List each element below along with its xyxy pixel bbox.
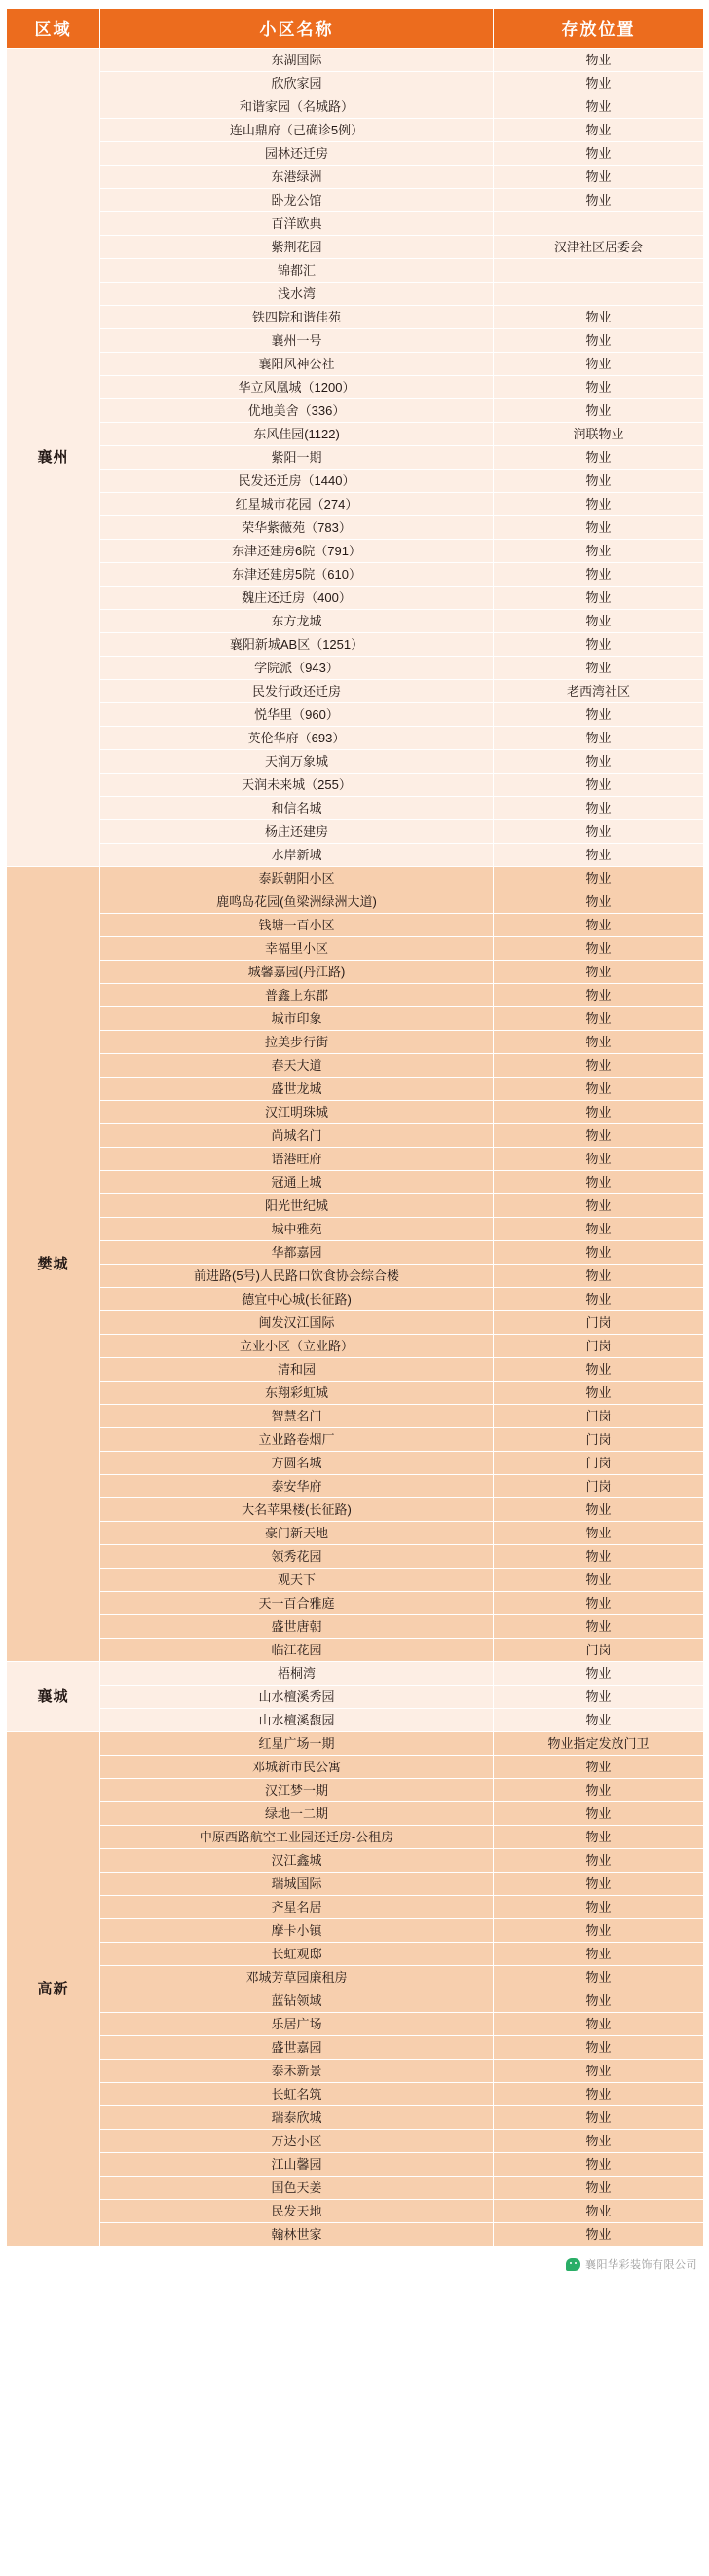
table-row [7, 353, 704, 376]
community-name-cell: 泰安华府 [100, 1475, 494, 1498]
table-row [7, 1592, 704, 1615]
community-name-cell: 绿地一二期 [100, 1802, 494, 1826]
table-row [7, 1966, 704, 1989]
table-row [7, 657, 704, 680]
storage-location-cell: 物业 [494, 1382, 704, 1405]
table-row [7, 1078, 704, 1101]
storage-location-cell: 物业 [494, 1686, 704, 1709]
table-row [7, 1194, 704, 1218]
storage-location-cell: 物业 [494, 1802, 704, 1826]
community-name-cell: 华立风凰城（1200） [100, 376, 494, 399]
table-row [7, 1265, 704, 1288]
table-row [7, 2130, 704, 2153]
table-row [7, 1686, 704, 1709]
community-name-cell: 水岸新城 [100, 844, 494, 867]
table-row [7, 2200, 704, 2223]
storage-location-cell: 物业 [494, 1896, 704, 1919]
storage-location-cell: 物业 [494, 1569, 704, 1592]
community-name-cell: 前进路(5号)人民路口饮食协会综合楼 [100, 1265, 494, 1288]
table-row [7, 1896, 704, 1919]
community-name-cell: 长虹名筑 [100, 2083, 494, 2106]
community-name-cell: 东方龙城 [100, 610, 494, 633]
community-name-cell: 盛世嘉园 [100, 2036, 494, 2060]
community-name-cell: 闽发汉江国际 [100, 1311, 494, 1335]
table-row [7, 1311, 704, 1335]
storage-location-cell: 物业 [494, 2177, 704, 2200]
storage-location-cell: 物业 [494, 797, 704, 820]
table-row [7, 329, 704, 353]
storage-location-cell: 物业 [494, 2013, 704, 2036]
community-name-cell: 中原西路航空工业园还迁房-公租房 [100, 1826, 494, 1849]
table-row [7, 1148, 704, 1171]
table-row [7, 119, 704, 142]
storage-location-cell: 物业 [494, 2036, 704, 2060]
table-row [7, 283, 704, 306]
storage-location-cell: 物业 [494, 1709, 704, 1732]
storage-location-cell [494, 212, 704, 236]
community-name-cell: 泰跃朝阳小区 [100, 867, 494, 890]
storage-location-cell: 物业 [494, 1148, 704, 1171]
table-row [7, 1335, 704, 1358]
storage-location-cell: 物业 [494, 1265, 704, 1288]
community-name-cell: 盛世龙城 [100, 1078, 494, 1101]
storage-location-cell: 物业 [494, 399, 704, 423]
community-name-cell: 华都嘉园 [100, 1241, 494, 1265]
table-row [7, 1428, 704, 1452]
community-name-cell: 瑞城国际 [100, 1873, 494, 1896]
storage-location-cell [494, 259, 704, 283]
community-name-cell: 和谐家园（名城路） [100, 95, 494, 119]
community-table [6, 8, 704, 2247]
header-row [7, 9, 704, 49]
storage-location-cell: 物业 [494, 2060, 704, 2083]
community-name-cell: 铁四院和谐佳苑 [100, 306, 494, 329]
storage-location-cell: 物业 [494, 1358, 704, 1382]
storage-location-cell: 物业 [494, 1919, 704, 1943]
community-name-cell: 城馨嘉园(丹江路) [100, 961, 494, 984]
table-row [7, 1358, 704, 1382]
storage-location-cell: 物业 [494, 1171, 704, 1194]
community-name-cell: 蓝钻领域 [100, 1989, 494, 2013]
table-row [7, 774, 704, 797]
storage-location-cell: 物业 [494, 844, 704, 867]
table-row [7, 1288, 704, 1311]
community-name-cell: 城市印象 [100, 1007, 494, 1031]
storage-location-cell: 润联物业 [494, 423, 704, 446]
storage-location-cell: 物业 [494, 1662, 704, 1686]
community-name-cell: 英伦华府（693） [100, 727, 494, 750]
storage-location-cell: 物业 [494, 376, 704, 399]
storage-location-cell: 物业 [494, 774, 704, 797]
storage-location-cell: 门岗 [494, 1452, 704, 1475]
table-header [7, 9, 704, 49]
community-name-cell: 观天下 [100, 1569, 494, 1592]
storage-location-cell: 物业 [494, 2223, 704, 2247]
table-row [7, 2060, 704, 2083]
storage-location-cell: 物业 [494, 727, 704, 750]
table-row [7, 1031, 704, 1054]
storage-location-cell: 物业 [494, 1545, 704, 1569]
storage-location-cell: 物业 [494, 1054, 704, 1078]
storage-location-cell: 物业 [494, 1779, 704, 1802]
community-name-cell: 语港旺府 [100, 1148, 494, 1171]
wechat-icon [566, 2258, 580, 2271]
storage-location-cell: 物业 [494, 446, 704, 470]
community-name-cell: 方圆名城 [100, 1452, 494, 1475]
storage-location-cell: 物业 [494, 1826, 704, 1849]
table-row [7, 1054, 704, 1078]
community-name-cell: 东津还建房6院（791） [100, 540, 494, 563]
table-row [7, 1919, 704, 1943]
storage-location-cell: 门岗 [494, 1335, 704, 1358]
storage-location-cell: 物业 [494, 306, 704, 329]
table-row [7, 1569, 704, 1592]
table-row [7, 1639, 704, 1662]
storage-location-cell: 物业 [494, 2200, 704, 2223]
storage-location-cell: 物业 [494, 493, 704, 516]
community-name-cell: 大名苹果楼(长征路) [100, 1498, 494, 1522]
table-row [7, 703, 704, 727]
storage-location-cell: 物业 [494, 2130, 704, 2153]
table-row [7, 446, 704, 470]
table-row [7, 236, 704, 259]
table-row [7, 1218, 704, 1241]
storage-location-cell: 物业 [494, 540, 704, 563]
table-row [7, 563, 704, 587]
table-row [7, 1101, 704, 1124]
community-name-cell: 紫阳一期 [100, 446, 494, 470]
community-name-cell: 立业路卷烟厂 [100, 1428, 494, 1452]
storage-location-cell: 物业 [494, 867, 704, 890]
community-name-cell: 红星广场一期 [100, 1732, 494, 1756]
table-row [7, 1545, 704, 1569]
table-row [7, 680, 704, 703]
community-name-cell: 豪门新天地 [100, 1522, 494, 1545]
table-row [7, 2106, 704, 2130]
community-name-cell: 乐居广场 [100, 2013, 494, 2036]
table-row [7, 820, 704, 844]
community-name-cell: 天润万象城 [100, 750, 494, 774]
community-name-cell: 锦都汇 [100, 259, 494, 283]
storage-location-cell: 物业 [494, 1078, 704, 1101]
storage-location-cell: 物业 [494, 470, 704, 493]
community-name-cell: 德宜中心城(长征路) [100, 1288, 494, 1311]
table-row [7, 1826, 704, 1849]
storage-location-cell: 物业 [494, 1241, 704, 1265]
storage-location-cell: 汉津社区居委会 [494, 236, 704, 259]
storage-location-cell: 物业 [494, 2153, 704, 2177]
community-name-cell: 邓城新市民公寓 [100, 1756, 494, 1779]
community-name-cell: 襄州一号 [100, 329, 494, 353]
storage-location-cell: 物业 [494, 587, 704, 610]
table-row [7, 587, 704, 610]
storage-location-cell: 物业 [494, 1989, 704, 2013]
table-row [7, 166, 704, 189]
community-name-cell: 邓城芳草园廉租房 [100, 1966, 494, 1989]
table-row [7, 1382, 704, 1405]
storage-location-cell: 老西湾社区 [494, 680, 704, 703]
community-name-cell: 浅水湾 [100, 283, 494, 306]
storage-location-cell: 物业 [494, 353, 704, 376]
table-row [7, 2153, 704, 2177]
community-name-cell: 汉江明珠城 [100, 1101, 494, 1124]
community-name-cell: 红星城市花园（274） [100, 493, 494, 516]
storage-location-cell: 物业 [494, 890, 704, 914]
storage-location-cell: 门岗 [494, 1428, 704, 1452]
community-name-cell: 汉江梦一期 [100, 1779, 494, 1802]
community-name-cell: 山水檀溪馥园 [100, 1709, 494, 1732]
region-cell: 襄州 [7, 49, 100, 867]
community-name-cell: 天一百合雅庭 [100, 1592, 494, 1615]
storage-location-cell: 物业 [494, 1615, 704, 1639]
storage-location-cell: 物业 [494, 1756, 704, 1779]
table-row [7, 1498, 704, 1522]
table-row [7, 516, 704, 540]
community-name-cell: 东津还建房5院（610） [100, 563, 494, 587]
storage-location-cell: 物业 [494, 563, 704, 587]
table-row [7, 399, 704, 423]
header-place: 存放位置 [494, 9, 704, 49]
region-cell: 襄城 [7, 1662, 100, 1732]
table-row [7, 2013, 704, 2036]
storage-location-cell: 物业 [494, 1218, 704, 1241]
table-row [7, 2223, 704, 2247]
community-name-cell: 东翔彩虹城 [100, 1382, 494, 1405]
table-row [7, 189, 704, 212]
community-name-cell: 襄阳新城AB区（1251） [100, 633, 494, 657]
community-name-cell: 智慧名门 [100, 1405, 494, 1428]
community-name-cell: 东港绿洲 [100, 166, 494, 189]
community-name-cell: 山水檀溪秀园 [100, 1686, 494, 1709]
community-name-cell: 学院派（943） [100, 657, 494, 680]
community-name-cell: 冠通上城 [100, 1171, 494, 1194]
table-row [7, 1873, 704, 1896]
community-name-cell: 杨庄还建房 [100, 820, 494, 844]
community-name-cell: 民发天地 [100, 2200, 494, 2223]
storage-location-cell: 物业 [494, 2106, 704, 2130]
community-name-cell: 汉江鑫城 [100, 1849, 494, 1873]
community-name-cell: 清和园 [100, 1358, 494, 1382]
storage-location-cell: 物业 [494, 610, 704, 633]
community-name-cell: 悦华里（960） [100, 703, 494, 727]
community-name-cell: 东湖国际 [100, 49, 494, 72]
table-row [7, 72, 704, 95]
table-row [7, 1124, 704, 1148]
community-name-cell: 鹿鸣岛花园(鱼梁洲绿洲大道) [100, 890, 494, 914]
storage-location-cell: 物业 [494, 1498, 704, 1522]
community-name-cell: 卧龙公馆 [100, 189, 494, 212]
storage-location-cell: 物业 [494, 1124, 704, 1148]
storage-location-cell: 物业 [494, 1194, 704, 1218]
community-name-cell: 襄阳风神公社 [100, 353, 494, 376]
region-cell: 高新 [7, 1732, 100, 2247]
footer [6, 2253, 703, 2286]
community-name-cell: 瑞泰欣城 [100, 2106, 494, 2130]
table-row [7, 890, 704, 914]
community-name-cell: 泰禾新景 [100, 2060, 494, 2083]
community-name-cell: 天润未来城（255） [100, 774, 494, 797]
storage-location-cell: 物业 [494, 961, 704, 984]
table-row [7, 1007, 704, 1031]
storage-location-cell: 物业 [494, 119, 704, 142]
storage-location-cell: 物业 [494, 1101, 704, 1124]
table-row [7, 2036, 704, 2060]
table-row [7, 376, 704, 399]
storage-location-cell: 物业 [494, 984, 704, 1007]
table-row [7, 797, 704, 820]
storage-location-cell: 门岗 [494, 1475, 704, 1498]
community-name-cell: 民发还迁房（1440） [100, 470, 494, 493]
community-name-cell: 长虹观邸 [100, 1943, 494, 1966]
table-row [7, 867, 704, 890]
table-row [7, 914, 704, 937]
community-name-cell: 钱塘一百小区 [100, 914, 494, 937]
table-row [7, 540, 704, 563]
storage-location-cell: 物业 [494, 49, 704, 72]
storage-location-cell: 物业 [494, 750, 704, 774]
community-name-cell: 优地美舍（336） [100, 399, 494, 423]
community-name-cell: 荣华紫薇苑（783） [100, 516, 494, 540]
table-row [7, 984, 704, 1007]
community-name-cell: 万达小区 [100, 2130, 494, 2153]
community-name-cell: 东风佳园(1122) [100, 423, 494, 446]
storage-location-cell: 物业 [494, 1849, 704, 1873]
community-name-cell: 领秀花园 [100, 1545, 494, 1569]
header-region: 区域 [7, 9, 100, 49]
storage-location-cell: 门岗 [494, 1639, 704, 1662]
storage-location-cell: 物业 [494, 72, 704, 95]
table-row [7, 1849, 704, 1873]
storage-location-cell: 物业 [494, 1592, 704, 1615]
storage-location-cell: 物业 [494, 657, 704, 680]
community-name-cell: 阳光世纪城 [100, 1194, 494, 1218]
table-row [7, 1709, 704, 1732]
table-row [7, 610, 704, 633]
storage-location-cell: 物业 [494, 142, 704, 166]
table-row [7, 2177, 704, 2200]
table-row [7, 493, 704, 516]
table-row [7, 1452, 704, 1475]
community-name-cell: 百洋欧典 [100, 212, 494, 236]
storage-location-cell: 物业 [494, 937, 704, 961]
table-row [7, 49, 704, 72]
table-row [7, 470, 704, 493]
table-row [7, 937, 704, 961]
storage-location-cell [494, 283, 704, 306]
community-name-cell: 江山馨园 [100, 2153, 494, 2177]
table-row [7, 1943, 704, 1966]
table-row [7, 212, 704, 236]
table-row [7, 306, 704, 329]
table-row [7, 633, 704, 657]
storage-location-cell: 物业 [494, 1522, 704, 1545]
community-name-cell: 魏庄还迁房（400） [100, 587, 494, 610]
table-row [7, 1732, 704, 1756]
storage-location-cell: 门岗 [494, 1405, 704, 1428]
table-row [7, 95, 704, 119]
community-name-cell: 尚城名门 [100, 1124, 494, 1148]
storage-location-cell: 物业 [494, 914, 704, 937]
storage-location-cell: 物业 [494, 1007, 704, 1031]
table-row [7, 1802, 704, 1826]
community-name-cell: 城中雅苑 [100, 1218, 494, 1241]
community-name-cell: 盛世唐朝 [100, 1615, 494, 1639]
table-row [7, 1241, 704, 1265]
table-row [7, 1756, 704, 1779]
community-name-cell: 园林还迁房 [100, 142, 494, 166]
table-row [7, 259, 704, 283]
storage-location-cell: 物业 [494, 703, 704, 727]
storage-location-cell: 物业 [494, 633, 704, 657]
community-name-cell: 齐星名居 [100, 1896, 494, 1919]
community-name-cell: 春天大道 [100, 1054, 494, 1078]
storage-location-cell: 物业 [494, 1031, 704, 1054]
community-name-cell: 梧桐湾 [100, 1662, 494, 1686]
storage-location-cell: 物业指定发放门卫 [494, 1732, 704, 1756]
storage-location-cell: 物业 [494, 1943, 704, 1966]
table-row [7, 1662, 704, 1686]
storage-location-cell: 物业 [494, 166, 704, 189]
storage-location-cell: 物业 [494, 189, 704, 212]
community-name-cell: 翰林世家 [100, 2223, 494, 2247]
storage-location-cell: 物业 [494, 1873, 704, 1896]
storage-location-cell: 物业 [494, 329, 704, 353]
table-row [7, 961, 704, 984]
community-name-cell: 立业小区（立业路） [100, 1335, 494, 1358]
table-body [7, 49, 704, 2247]
community-name-cell: 欣欣家园 [100, 72, 494, 95]
region-cell: 樊城 [7, 867, 100, 1662]
storage-location-cell: 物业 [494, 1288, 704, 1311]
community-name-cell: 幸福里小区 [100, 937, 494, 961]
community-name-cell: 普鑫上东郡 [100, 984, 494, 1007]
table-row [7, 1475, 704, 1498]
community-name-cell: 拉美步行街 [100, 1031, 494, 1054]
storage-location-cell: 物业 [494, 516, 704, 540]
table-row [7, 1171, 704, 1194]
storage-location-cell: 门岗 [494, 1311, 704, 1335]
header-name: 小区名称 [100, 9, 494, 49]
table-row [7, 727, 704, 750]
table-row [7, 1615, 704, 1639]
community-name-cell: 临江花园 [100, 1639, 494, 1662]
storage-location-cell: 物业 [494, 1966, 704, 1989]
storage-location-cell: 物业 [494, 820, 704, 844]
table-row [7, 844, 704, 867]
footer-text: 襄阳华彩装饰有限公司 [585, 2259, 697, 2271]
table-row [7, 1989, 704, 2013]
table-row [7, 2083, 704, 2106]
table-row [7, 1405, 704, 1428]
table-row [7, 423, 704, 446]
community-name-cell: 和信名城 [100, 797, 494, 820]
table-row [7, 1779, 704, 1802]
storage-location-cell: 物业 [494, 95, 704, 119]
table-row [7, 1522, 704, 1545]
community-name-cell: 民发行政还迁房 [100, 680, 494, 703]
table-row [7, 142, 704, 166]
storage-location-cell: 物业 [494, 2083, 704, 2106]
community-name-cell: 紫荆花园 [100, 236, 494, 259]
table-row [7, 750, 704, 774]
community-name-cell: 国色天姜 [100, 2177, 494, 2200]
community-name-cell: 摩卡小镇 [100, 1919, 494, 1943]
community-name-cell: 连山鼎府（己确诊5例） [100, 119, 494, 142]
